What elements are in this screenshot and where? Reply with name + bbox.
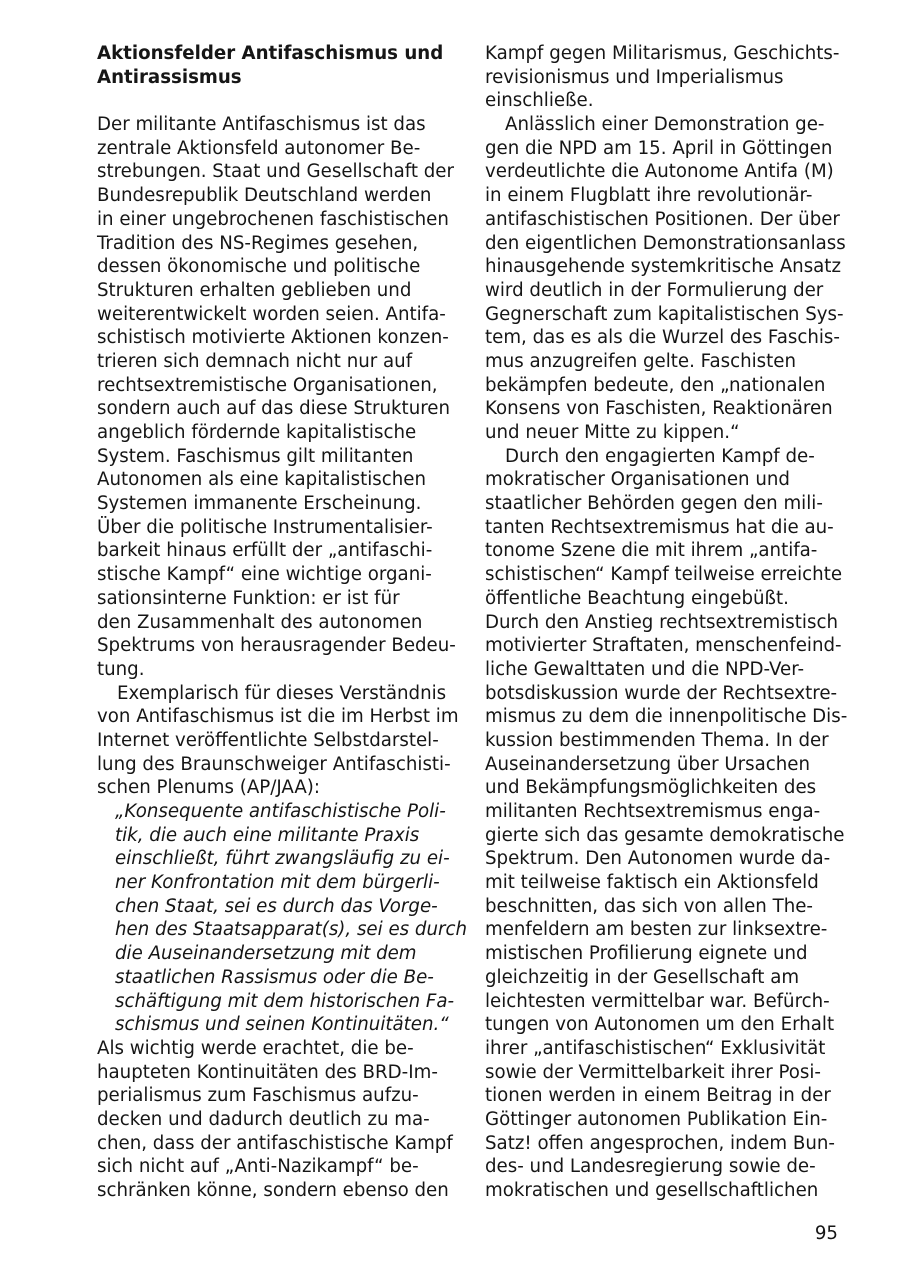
text-line: Göttinger autonomen Publikation Ein- [485,1108,828,1130]
text-line: antifaschistischen Positionen. Der über [485,208,840,230]
text-line: Konsens von Faschisten, Reaktionären [485,398,833,420]
paragraph-goettingen-demonstration [485,113,846,445]
text-line: ihrer „antifaschistischen“ Exklusivität [485,1037,826,1059]
text-line: in einer ungebrochenen faschistischen [97,208,449,230]
text-line: weiterentwickelt worden seien. Antifa- [97,303,446,325]
text-line: hen des Staatsapparat(s), sei es durch [115,919,467,941]
text-line: gleichzeitig in der Gesellschaft am [485,966,800,988]
text-line: decken und dadurch deutlich zu ma- [97,1108,430,1130]
text-line: sationsinterne Funktion: er ist für [97,587,400,609]
text-line: verdeutlichte die Autonome Antifa (M) [485,161,834,183]
text-line: tung. [97,658,145,680]
text-line: sich nicht auf „Anti-Nazikampf“ be- [97,1156,419,1178]
text-line: „Konsequente antifaschistische Poli- [115,801,446,822]
text-line: mokratischen und gesellschaftlichen [485,1180,819,1201]
text-line: Aktionsfelder Antifaschismus und [97,43,444,64]
text-line: Strukturen erhalten geblieben und [97,279,412,301]
text-line: schistisch motivierte Aktionen konzen- [97,327,449,349]
text-line: motivierter Straftaten, menschenfeind- [485,635,842,657]
text-line: sowie der Vermittelbarkeit ihrer Posi- [485,1061,821,1083]
text-line: wird deutlich in der Formulierung der [485,279,824,301]
text-line: einschließe. [485,90,594,112]
text-line: Systemen immanente Erscheinung. [97,493,422,515]
text-line: tem, das es als die Wurzel des Faschis- [485,327,840,349]
text-line: mit teilweise faktisch ein Aktionsfeld [485,872,819,894]
text-line: in einem Flugblatt ihre revolutionär- [485,185,813,207]
text-line: und Bekämpfungsmöglichkeiten des [485,777,817,799]
text-line: staatlicher Behörden gegen den mili- [485,493,823,515]
text-line: Kampf gegen Militarismus, Geschichts- [485,43,840,64]
text-line: Satz! offen angesprochen, indem Bun- [485,1132,835,1154]
text-line: von Antifaschismus ist die im Herbst im [97,706,459,728]
text-line: Auseinandersetzung über Ursachen [485,753,810,775]
text-line: schen Plenums (AP/JAA): [97,777,321,799]
text-line: den eigentlichen Demonstrationsanlass [485,232,846,254]
text-line: einschließt, führt zwangsläufig zu ei- [115,848,450,870]
text-line: kussion bestimmenden Thema. In der [485,729,829,751]
text-line: trieren sich demnach nicht nur auf [97,350,413,372]
text-line: und neuer Mitte zu kippen.“ [485,422,740,443]
page-number: 95 [814,1223,838,1244]
paragraph-engaged-fight [485,445,848,1203]
text-line: gen die NPD am 15. April in Göttingen [485,137,833,159]
text-line: Als wichtig werde erachtet, die be- [97,1037,414,1059]
text-line: Tradition des NS-Regimes gesehen, [97,232,419,254]
text-line: leichtesten vermittelbar war. Befürch- [485,990,830,1012]
text-line: revisionismus und Imperialismus [485,66,784,88]
text-line: strebungen. Staat und Gesellschaft der [97,161,454,183]
text-line: liche Gewalttaten und die NPD-Ver- [485,658,805,680]
text-line: schistischen“ Kampf teilweise erreichte [485,564,843,586]
text-line: perialismus zum Faschismus aufzu- [97,1085,419,1107]
text-line: beschnitten, das sich von allen The- [485,895,813,917]
text-line: zentrale Aktionsfeld autonomer Be- [97,137,421,159]
text-line: barkeit hinaus erfüllt der „antifaschi- [97,540,433,562]
text-line: Anlässlich einer Demonstration ge- [505,114,825,136]
text-line: tungen von Autonomen um den Erhalt [485,1014,835,1036]
text-line: Gegnerschaft zum kapitalistischen Sys- [485,303,844,325]
text-line: Spektrum. Den Autonomen wurde da- [485,848,831,870]
left-column [97,42,467,1203]
text-line: sondern auch auf das diese Strukturen [97,398,451,420]
text-line: gierte sich das gesamte demokratische [485,824,845,846]
text-line: Exemplarisch für dieses Verständnis [117,682,447,704]
text-line: die Auseinandersetzung mit dem [115,943,417,965]
text-line: Über die politische Instrumentalisier- [97,516,433,538]
text-line: mus anzugreifen gelte. Faschisten [485,350,796,372]
text-line: staatlichen Rassismus oder die Be- [115,966,434,988]
text-line: chen, dass der antifaschistische Kampf [97,1132,453,1154]
text-line: Der militante Antifaschismus ist das [97,114,426,136]
text-line: schränken könne, sondern ebenso den [97,1180,449,1201]
paragraph-militant-antifascism [97,113,456,682]
text-line: des- und Landesregierung sowie de- [485,1156,816,1178]
text-line: Bundesrepublik Deutschland werden [97,185,432,207]
text-line: schäftigung mit dem historischen Fa- [115,990,455,1012]
right-column [485,42,848,1203]
text-line: mismus zu dem die innenpolitische Dis- [485,706,848,728]
text-line: angeblich fördernde kapitalistische [97,422,417,443]
paragraph-continuities [97,1037,452,1203]
text-line: Spektrums von herausragender Bedeu- [97,635,456,657]
text-line: mokratischer Organisationen und [485,469,790,491]
text-line: System. Faschismus gilt militanten [97,445,414,467]
text-line: Internet veröffentlichte Selbstdarstel- [97,729,439,751]
text-line: bekämpfen bedeute, den „nationalen [485,374,826,396]
text-line: stische Kampf“ eine wichtige organi- [97,564,432,586]
text-line: tik, die auch eine militante Praxis [115,824,420,846]
text-line: lung des Braunschweiger Antifaschisti- [97,753,451,775]
text-line: haupteten Kontinuitäten des BRD-Im- [97,1061,438,1083]
text-line: öffentliche Beachtung eingebüßt. [485,587,789,609]
text-line: Durch den Anstieg rechtsextremistisch [485,611,838,633]
text-line: schismus und seinen Kontinuitäten.“ [115,1014,449,1036]
text-line: Durch den engagierten Kampf de- [505,445,815,467]
text-line: tionen werden in einem Beitrag in der [485,1085,831,1107]
text-line: ner Konfrontation mit dem bürgerli- [115,872,440,894]
text-line: tonome Szene die mit ihrem „antifa- [485,540,818,562]
text-line: tanten Rechtsextremismus hat die au- [485,516,834,538]
text-line: botsdiskussion wurde der Rechtsextre- [485,682,838,704]
text-line: militanten Rechtsextremismus enga- [485,801,821,822]
text-line: Autonomen als eine kapitalistischen [97,469,427,491]
text-line: Antirassismus [97,66,242,88]
blockquote-ap-jaa [97,800,467,1037]
text-line: menfeldern am besten zur linksextre- [485,919,828,941]
text-line: dessen ökonomische und politische [97,256,421,278]
text-line: chen Staat, sei es durch das Vorge- [115,895,438,917]
paragraph-exemplary [97,682,459,800]
text-line: mistischen Profilierung eignete und [485,943,808,965]
text-line: rechtsextremistische Organisationen, [97,374,438,396]
section-heading [97,42,452,89]
text-line: den Zusammenhalt des autonomen [97,611,423,633]
text-line: hinausgehende systemkritische Ansatz [485,256,841,278]
paragraph-continuation [485,42,843,113]
